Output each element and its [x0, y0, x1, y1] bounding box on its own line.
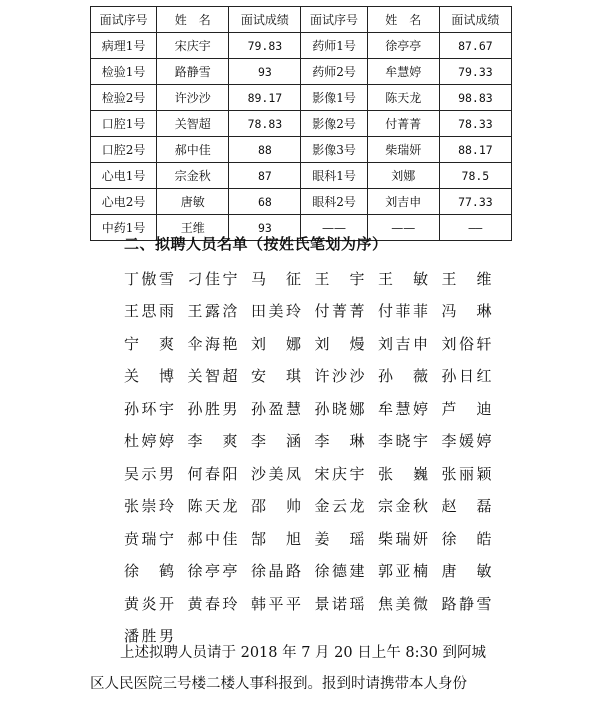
- name-item: [442, 262, 506, 295]
- name-item: [315, 587, 379, 620]
- name-text: 王露浛: [187, 302, 238, 321]
- interview-number-cell: 病理1号: [91, 33, 157, 59]
- name-text: 许沙沙: [314, 367, 365, 386]
- score-cell: 88: [229, 137, 301, 163]
- name-text: 芦迪: [441, 399, 492, 418]
- name-item: [251, 360, 315, 393]
- name-text: 赵磊: [441, 497, 492, 516]
- name-item: [378, 262, 442, 295]
- name-text: 刘娜: [251, 334, 301, 353]
- score-cell: 79.33: [439, 59, 511, 85]
- column-header: 面试成绩: [229, 7, 301, 33]
- name-text: 刁佳宁: [187, 269, 238, 288]
- name-item: [442, 327, 506, 360]
- table-header-row: [91, 7, 512, 33]
- name-text: 李媛婷: [441, 432, 492, 451]
- name-cell: 宗金秋: [157, 163, 229, 189]
- name-item: [378, 295, 442, 328]
- name-text: 郝中佳: [187, 529, 238, 548]
- name-text: 孙薇: [378, 367, 428, 386]
- name-text: 王敏: [378, 269, 428, 288]
- score-cell: 89.17: [229, 85, 301, 111]
- score-cell: 78.83: [229, 111, 301, 137]
- name-text: 贲瑞宁: [124, 529, 174, 548]
- name-item: [378, 555, 442, 588]
- name-text: 宋庆宇: [314, 464, 365, 483]
- table-row: [91, 137, 512, 163]
- name-text: 马征: [251, 269, 301, 288]
- name-text: 李爽: [187, 432, 238, 451]
- name-item: [188, 425, 252, 458]
- name-text: 徐亭亭: [187, 562, 238, 581]
- name-item: [188, 295, 252, 328]
- name-text: 徐鹤: [124, 562, 174, 581]
- name-item: [124, 587, 188, 620]
- name-text: 李涵: [251, 432, 301, 451]
- name-item: [315, 457, 379, 490]
- interview-number-cell: 影像3号: [301, 137, 367, 163]
- name-item: [378, 360, 442, 393]
- name-text: 王思雨: [124, 302, 174, 321]
- interview-number-cell: 眼科1号: [301, 163, 367, 189]
- name-item: [188, 522, 252, 555]
- name-text: 伞海艳: [187, 334, 238, 353]
- interview-number-cell: 影像1号: [301, 85, 367, 111]
- name-item: [251, 392, 315, 425]
- name-text: 王维: [441, 269, 492, 288]
- hired-names-list: [124, 262, 504, 652]
- name-item: [251, 457, 315, 490]
- name-item: [188, 457, 252, 490]
- name-cell: 牟慧婷: [367, 59, 439, 85]
- name-text: 邵帅: [251, 497, 301, 516]
- column-header: 面试序号: [301, 7, 367, 33]
- name-item: [251, 490, 315, 523]
- section-title: 二、拟聘人员名单（按姓氏笔划为序）: [124, 235, 388, 253]
- name-text: 吴示男: [124, 464, 174, 483]
- name-item: [124, 392, 188, 425]
- interview-number-cell: 口腔2号: [91, 137, 157, 163]
- name-text: 张巍: [378, 464, 428, 483]
- name-item: [315, 522, 379, 555]
- name-text: 关智超: [187, 367, 238, 386]
- name-item: [124, 262, 188, 295]
- name-item: [315, 555, 379, 588]
- name-item: [442, 490, 506, 523]
- name-text: 孙盈慧: [251, 399, 301, 418]
- score-cell: 88.17: [439, 137, 511, 163]
- name-item: [188, 327, 252, 360]
- name-item: [442, 295, 506, 328]
- score-cell: 78.33: [439, 111, 511, 137]
- name-item: [124, 522, 188, 555]
- name-item: [315, 490, 379, 523]
- name-text: 刘吉申: [378, 334, 428, 353]
- score-cell: 79.83: [229, 33, 301, 59]
- name-item: [315, 360, 379, 393]
- name-cell: 柴瑞妍: [367, 137, 439, 163]
- name-item: [315, 425, 379, 458]
- name-text: 沙美凤: [251, 464, 301, 483]
- name-item: [188, 392, 252, 425]
- name-item: [442, 392, 506, 425]
- name-item: [124, 457, 188, 490]
- name-text: 安琪: [251, 367, 301, 386]
- name-item: [442, 360, 506, 393]
- interview-number-cell: 口腔1号: [91, 111, 157, 137]
- name-text: 李晓宇: [378, 432, 428, 451]
- name-text: 景诺瑶: [314, 594, 365, 613]
- interview-number-cell: 中药1号: [91, 215, 157, 241]
- name-text: 孙日红: [441, 367, 492, 386]
- interview-number-cell: ——: [301, 215, 367, 241]
- table-row: [91, 59, 512, 85]
- name-text: 刘熳: [314, 334, 365, 353]
- name-text: 郜旭: [251, 529, 301, 548]
- name-text: 王宇: [314, 269, 365, 288]
- name-text: 徐晶路: [251, 562, 301, 581]
- score-cell: 93: [229, 215, 301, 241]
- score-cell: 87.67: [439, 33, 511, 59]
- name-text: 冯琳: [441, 302, 492, 321]
- name-cell: 王维: [157, 215, 229, 241]
- name-text: 何春阳: [187, 464, 238, 483]
- name-text: 牟慧婷: [378, 399, 428, 418]
- name-cell: ——: [367, 215, 439, 241]
- name-text: 张崇玲: [124, 497, 174, 516]
- name-item: [124, 425, 188, 458]
- name-text: 刘俗轩: [441, 334, 492, 353]
- name-text: 黄炎开: [124, 594, 174, 613]
- footer-line-1: 上述拟聘人员请于 2018 年 7 月 20 日上午 8:30 到阿城: [120, 645, 487, 661]
- name-item: [251, 327, 315, 360]
- name-text: 关博: [124, 367, 174, 386]
- name-item: [124, 555, 188, 588]
- name-item: [315, 295, 379, 328]
- name-item: [442, 425, 506, 458]
- name-text: 韩平平: [251, 594, 301, 613]
- interview-number-cell: 检验2号: [91, 85, 157, 111]
- name-item: [251, 295, 315, 328]
- name-text: 柴瑞妍: [378, 529, 428, 548]
- interview-number-cell: 心电1号: [91, 163, 157, 189]
- name-item: [188, 587, 252, 620]
- name-item: [188, 490, 252, 523]
- interview-number-cell: 影像2号: [301, 111, 367, 137]
- name-item: [251, 555, 315, 588]
- name-item: [251, 262, 315, 295]
- name-text: 孙环宇: [124, 399, 174, 418]
- score-cell: 78.5: [439, 163, 511, 189]
- table-row: [91, 111, 512, 137]
- name-text: 付菁菁: [314, 302, 365, 321]
- table-row: [91, 163, 512, 189]
- interview-number-cell: 心电2号: [91, 189, 157, 215]
- name-cell: 关智超: [157, 111, 229, 137]
- name-item: [442, 457, 506, 490]
- name-cell: 付菁菁: [367, 111, 439, 137]
- name-item: [188, 555, 252, 588]
- name-text: 徐皓: [441, 529, 492, 548]
- interview-number-cell: 药师1号: [301, 33, 367, 59]
- name-item: [378, 490, 442, 523]
- name-text: 付菲菲: [378, 302, 428, 321]
- name-item: [124, 360, 188, 393]
- name-text: 潘胜男: [124, 627, 174, 646]
- table-row: [91, 85, 512, 111]
- name-cell: 路静雪: [157, 59, 229, 85]
- score-cell: 87: [229, 163, 301, 189]
- score-cell: 77.33: [439, 189, 511, 215]
- name-item: [378, 327, 442, 360]
- name-item: [378, 392, 442, 425]
- name-text: 黄春玲: [187, 594, 238, 613]
- name-item: [378, 522, 442, 555]
- name-cell: 刘吉申: [367, 189, 439, 215]
- column-header: 姓 名: [157, 7, 229, 33]
- interview-number-cell: 检验1号: [91, 59, 157, 85]
- name-item: [315, 392, 379, 425]
- name-item: [124, 490, 188, 523]
- column-header: 姓 名: [367, 7, 439, 33]
- table-row: [91, 189, 512, 215]
- column-header: 面试成绩: [439, 7, 511, 33]
- name-item: [251, 522, 315, 555]
- name-text: 金云龙: [314, 497, 365, 516]
- interview-score-table: [90, 6, 512, 241]
- name-item: [315, 327, 379, 360]
- footer-paragraph: [90, 638, 510, 700]
- name-cell: 郝中佳: [157, 137, 229, 163]
- name-text: 李琳: [314, 432, 365, 451]
- name-cell: 唐敏: [157, 189, 229, 215]
- name-item: [378, 425, 442, 458]
- name-text: 路静雪: [441, 594, 492, 613]
- name-item: [188, 262, 252, 295]
- name-item: [251, 587, 315, 620]
- name-text: 郭亚楠: [378, 562, 428, 581]
- name-item: [442, 555, 506, 588]
- name-text: 孙晓娜: [314, 399, 365, 418]
- name-text: 唐敏: [441, 562, 492, 581]
- name-cell: 徐亭亭: [367, 33, 439, 59]
- name-item: [124, 327, 188, 360]
- name-text: 杜婷婷: [124, 432, 174, 451]
- name-text: 徐德建: [314, 562, 365, 581]
- name-cell: 许沙沙: [157, 85, 229, 111]
- name-item: [378, 457, 442, 490]
- name-text: 田美玲: [251, 302, 301, 321]
- column-header: 面试序号: [91, 7, 157, 33]
- name-item: [315, 262, 379, 295]
- name-item: [442, 587, 506, 620]
- name-item: [442, 522, 506, 555]
- name-text: 焦美微: [378, 594, 428, 613]
- table-row: [91, 33, 512, 59]
- name-text: 姜瑶: [314, 529, 365, 548]
- name-cell: 陈天龙: [367, 85, 439, 111]
- name-text: 宁爽: [124, 334, 174, 353]
- score-cell: ——: [439, 215, 511, 241]
- name-item: [251, 425, 315, 458]
- name-text: 张丽颖: [441, 464, 492, 483]
- name-item: [378, 587, 442, 620]
- name-text: 宗金秋: [378, 497, 428, 516]
- score-cell: 98.83: [439, 85, 511, 111]
- score-cell: 68: [229, 189, 301, 215]
- name-text: 孙胜男: [187, 399, 238, 418]
- score-cell: 93: [229, 59, 301, 85]
- footer-line-2: 区人民医院三号楼二楼人事科报到。报到时请携带本人身份: [90, 676, 467, 692]
- name-cell: 刘娜: [367, 163, 439, 189]
- interview-number-cell: 药师2号: [301, 59, 367, 85]
- name-text: 丁傲雪: [124, 269, 174, 288]
- name-text: 陈天龙: [187, 497, 238, 516]
- name-cell: 宋庆宇: [157, 33, 229, 59]
- name-item: [188, 360, 252, 393]
- interview-number-cell: 眼科2号: [301, 189, 367, 215]
- name-item: [124, 295, 188, 328]
